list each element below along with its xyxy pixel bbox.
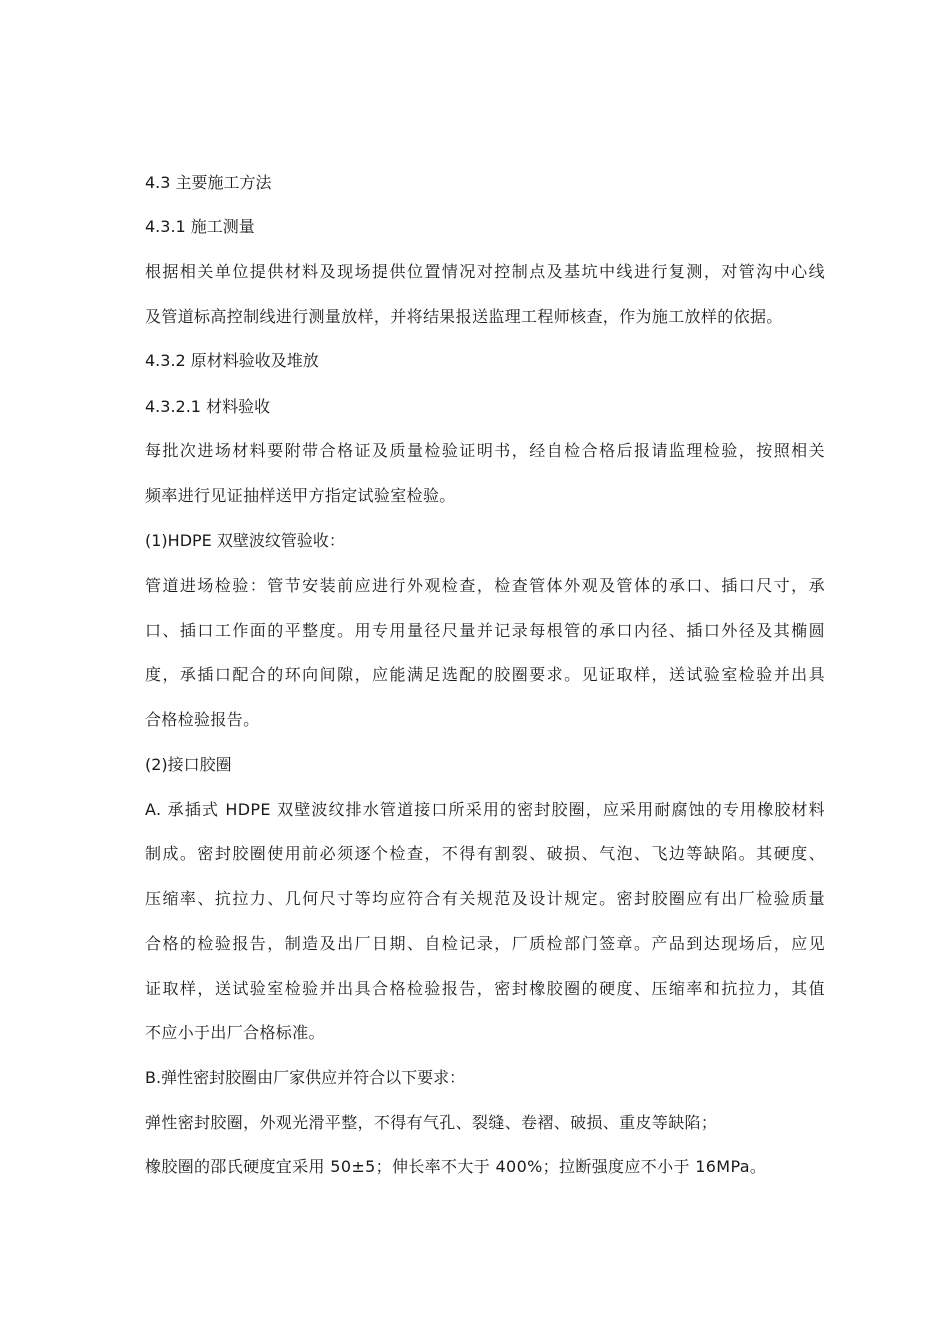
paragraph-a-line-1: A. 承插式 HDPE 双壁波纹排水管道接口所采用的密封胶圈，应采用耐腐蚀的专用橡胶材料 (145, 800, 825, 819)
paragraph-survey-line-2: 及管道标高控制线进行测量放样，并将结果报送监理工程师核查，作为施工放样的依据。 (145, 307, 783, 326)
paragraph-acceptance-line-2: 频率进行见证抽样送甲方指定试验室检验。 (145, 486, 456, 505)
section-heading-4-3-1: 4.3.1 施工测量 (145, 217, 255, 236)
item-2-title: (2)接口胶圈 (145, 755, 232, 774)
paragraph-a-line-3: 压缩率、抗拉力、几何尺寸等均应符合有关规范及设计规定。密封胶圈应有出厂检验质量 (145, 889, 825, 908)
paragraph-a-line-2: 制成。密封胶圈使用前必须逐个检查，不得有割裂、破损、气泡、飞边等缺陷。其硬度、 (145, 844, 825, 863)
paragraph-survey-line-1: 根据相关单位提供材料及现场提供位置情况对控制点及基坑中线进行复测，对管沟中心线 (145, 262, 825, 281)
paragraph-a-line-5: 证取样，送试验室检验并出具合格检验报告，密封橡胶圈的硬度、压缩率和抗拉力，其值 (145, 979, 825, 998)
paragraph-pipe-line-2: 口、插口工作面的平整度。用专用量径尺量并记录每根管的承口内径、插口外径及其椭圆 (145, 621, 825, 640)
paragraph-pipe-line-1: 管道进场检验：管节安装前应进行外观检查，检查管体外观及管体的承口、插口尺寸，承 (145, 576, 825, 595)
section-heading-4-3-2: 4.3.2 原材料验收及堆放 (145, 351, 319, 370)
paragraph-b-line-3: 橡胶圈的邵氏硬度宜采用 50±5；伸长率不大于 400%；拉断强度应不小于 16MPa。 (145, 1157, 767, 1176)
paragraph-acceptance-line-1: 每批次进场材料要附带合格证及质量检验证明书，经自检合格后报请监理检验，按照相关 (145, 441, 825, 460)
section-heading-4-3-2-1: 4.3.2.1 材料验收 (145, 397, 271, 416)
paragraph-a-line-6: 不应小于出厂合格标准。 (145, 1023, 325, 1042)
paragraph-pipe-line-3: 度，承插口配合的环向间隙，应能满足选配的胶圈要求。见证取样，送试验室检验并出具 (145, 665, 825, 684)
paragraph-b-line-2: 弹性密封胶圈，外观光滑平整，不得有气孔、裂缝、卷褶、破损、重皮等缺陷； (145, 1113, 718, 1132)
item-1-title: (1)HDPE 双壁波纹管验收： (145, 531, 345, 550)
paragraph-b-line-1: B.弹性密封胶圈由厂家供应并符合以下要求： (145, 1068, 466, 1087)
paragraph-a-line-4: 合格的检验报告，制造及出厂日期、自检记录，厂质检部门签章。产品到达现场后，应见 (145, 934, 825, 953)
paragraph-pipe-line-4: 合格检验报告。 (145, 710, 260, 729)
section-heading-4-3: 4.3 主要施工方法 (145, 173, 272, 192)
